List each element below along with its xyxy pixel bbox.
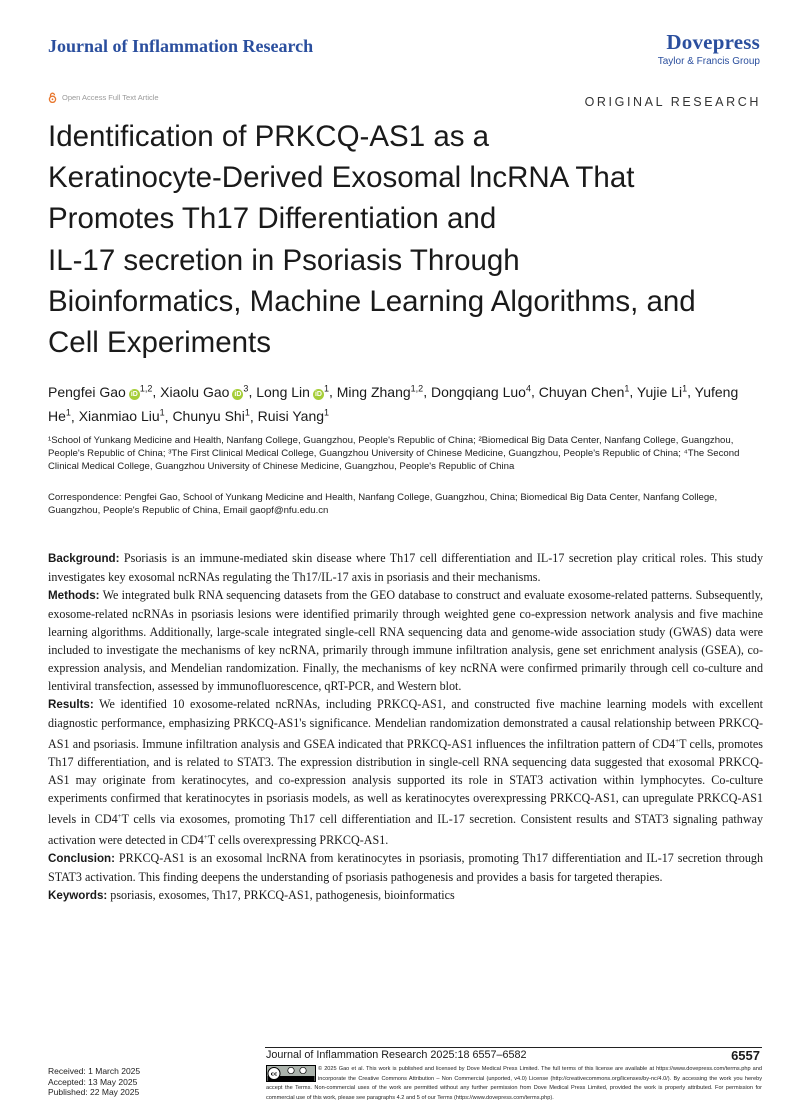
keywords-label: Keywords: [48, 889, 108, 903]
title-line: Cell Experiments [48, 326, 271, 360]
background-label: Background: [48, 552, 120, 565]
results-text: T cells overexpressing PRKCQ-AS1. [207, 833, 389, 848]
orcid-icon[interactable]: iD [314, 390, 322, 398]
abstract-results [48, 695, 763, 849]
author-affiliation-ref: 1 [244, 407, 250, 418]
journal-name: Journal of Inflammation Research [48, 36, 314, 56]
results-text: T cells, promotes Th17 differentiation, and is related to STAT3. The expression distribution in single-cell RNA sequencing data suggested that exosomal PRKCQ-AS1 may originate from keratinocytes, and co-expression analysis supported its role in STAT3 activation within lymphocytes. Co-culture experiments confirmed that keratinocytes in psoriasis models, as well as keratinocytes overexpressing PRKCQ-AS1, can upregulate PRKCQ-AS1 levels in CD4 [48, 737, 763, 827]
abstract-methods [48, 586, 763, 695]
citation-line: Journal of Inflammation Research 2025:18 6557–6582 [266, 1049, 527, 1061]
accepted-date: Accepted: 13 May 2025 [48, 1076, 138, 1087]
orcid-icon[interactable]: iD [234, 390, 242, 398]
page-number: 6557 [731, 1048, 760, 1063]
background-text: Psoriasis is an immune-mediated skin disease where Th17 cell differentiation and IL-17 secretion play critical roles. This study investigates key exosomal ncRNAs regulating the Th17/IL-17 axis in psoriasis and their mechanisms. [48, 551, 763, 584]
author-name: Xianmiao Liu [78, 408, 160, 425]
publication-dates [48, 1066, 140, 1098]
author [79, 408, 165, 424]
author-name: Yufeng He [48, 383, 739, 425]
license-text: © 2025 Gao et al. This work is published and licensed by Dove Medical Press Limited. The full terms of this license are available at https://www.dovepress.com/terms.php and incorporate the Creative Commons Attribution – Non Commercial (unported, v4.0) License (http://creativecommons.org/licenses/by-nc/4.0/). By accessing the work you hereby accept the Terms. Non-commercial uses of the work are permitted without any further permission from Dove Medical Press Limited, provided the work is properly attributed. For permission for commercial use of this work, please see paragraphs 4.2 and 5 of our Terms (https://www.dovepress.com/terms.php). [266, 1066, 762, 1101]
abstract-keywords [48, 886, 763, 905]
superscript-plus: + [117, 812, 122, 821]
results-label: Results: [48, 698, 94, 711]
publisher-logo [658, 30, 760, 67]
author-name: Chuyan Chen [538, 383, 625, 400]
author-affiliation-ref: 4 [525, 383, 531, 393]
author-name: Long Lin [256, 383, 310, 400]
author-affiliation-ref: 3 [243, 383, 249, 393]
article-title [48, 116, 768, 363]
abstract-background [48, 549, 763, 586]
author-affiliation-ref: 1 [159, 407, 165, 418]
methods-text: We integrated bulk RNA sequencing datasets from the GEO database to construct and evaluate exosome-related patterns. Subsequently, exosome-related ncRNAs in psoriasis lesions were identified primarily through weighted gene co-expression network analysis and five machine learning algorithms. Additionally, large-scale integrated single-cell RNA sequencing data and genome-wide association study (GWAS) data were included to investigate the mechanisms of key ncRNA, primarily through immune infiltration analysis, gene set enrichment analysis (GSEA), co-expression analysis, and Mendelian randomization. Finally, the mechanisms of key ncRNA were confirmed primarily through cell co-culture and lentiviral transfection, assessed by immunofluorescence, qRT-PCR, and Western blot. [48, 588, 763, 693]
title-line: Promotes Th17 Differentiation and [48, 202, 497, 236]
methods-label: Methods: [48, 589, 100, 602]
author [256, 384, 329, 400]
author-list: Pengfei Gao iD$^{1,2}$, Xiaolu Gao $iD^3$, Long Lin $iD^1$, Ming Zhang$^{1,2}$, Dongqiang Luo$^4$, Chuyan Chen$^1$, Yujie Li$^1$, Yufeng He$^1$, Xianmiao Liu$^1$, Chunyu Shi$^1$, Ruisi Yang$^1$ [48, 383, 739, 425]
footer-divider [265, 1047, 762, 1048]
author-name: Chunyu Shi [172, 408, 245, 425]
author [637, 384, 687, 400]
abstract-conclusion [48, 849, 763, 886]
author-name: Dongqiang Luo [430, 383, 526, 400]
author [337, 384, 423, 400]
open-access-lock-icon [48, 92, 57, 103]
published-date: Published: 22 May 2025 [48, 1087, 140, 1097]
orcid-icon[interactable]: iD [130, 390, 138, 398]
author-affiliation-ref: 1,2 [139, 383, 153, 393]
cc-by-nc-badge-icon [266, 1065, 316, 1082]
title-line: Bioinformatics, Machine Learning Algorithms, and [48, 284, 696, 318]
author [431, 384, 531, 400]
received-date: Received: 1 March 2025 [48, 1066, 141, 1076]
author-name: Pengfei Gao [48, 383, 126, 400]
author [160, 384, 248, 400]
author-affiliation-ref: 1 [323, 383, 329, 393]
superscript-plus: + [203, 833, 208, 842]
author-affiliation-ref: 1 [324, 407, 330, 418]
svg-text:cc: cc [270, 1071, 278, 1078]
superscript-plus: + [675, 737, 680, 745]
affiliations: ¹School of Yunkang Medicine and Health, Nanfang College, Guangzhou, People's Republic of China; ²Biomedical Big Data Center, Nanfang College, Guangzhou, People's Republic of China; ³The First Clinical Medical College, Guangzhou University of Chinese Medicine, Guangzhou, People's Republic of China; ⁴The Second Clinical Medical College, Guangzhou University of Chinese Medicine, Guangzhou, People's Republic of China [48, 435, 740, 473]
publisher-subtitle: Taylor & Francis Group [657, 56, 760, 67]
conclusion-text: PRKCQ-AS1 is an exosomal lncRNA from keratinocytes in psoriasis, promoting Th17 differentiation and IL-17 secretion through STAT3 activation. This finding deepens the understanding of psoriasis pathogenesis and provides a basis for targeted therapies. [48, 851, 763, 885]
article-type: ORIGINAL RESEARCH [584, 95, 761, 109]
results-text: We identified 10 exosome-related ncRNAs, including PRKCQ-AS1, and constructed five machine learning models with excellent diagnostic performance, emphasizing PRKCQ-AS1's significance. Mendelian randomization demonstrated a causal relationship between PRKCQ-AS1 and psoriasis. Immune infiltration analysis and GSEA indicated that PRKCQ-AS1 influences the infiltration pattern of CD4 [48, 697, 763, 752]
author [539, 384, 630, 400]
conclusion-label: Conclusion: [48, 852, 115, 866]
author-name: Yujie Li [636, 383, 683, 400]
author-affiliation-ref: 1 [682, 383, 688, 393]
author-affiliation-ref: 1,2 [410, 383, 424, 393]
author-affiliation-ref: 1 [65, 407, 71, 418]
title-line: Keratinocyte-Derived Exosomal lncRNA That [48, 161, 635, 195]
license-notice [266, 1065, 762, 1103]
author-name: Ruisi Yang [257, 408, 325, 425]
author [172, 408, 249, 424]
author [258, 408, 329, 424]
author [48, 384, 152, 400]
author-name: Xiaolu Gao [160, 383, 230, 400]
author-name: Ming Zhang [336, 383, 411, 400]
keywords-text: psoriasis, exosomes, Th17, PRKCQ-AS1, pathogenesis, bioinformatics [107, 888, 455, 903]
title-line: Identification of PRKCQ-AS1 as a [48, 120, 490, 153]
author-affiliation-ref: 1 [624, 383, 630, 393]
open-access-note [48, 92, 159, 103]
open-access-label: Open Access Full Text Article [62, 93, 159, 102]
abstract [48, 549, 763, 905]
publisher-name: Dovepress [666, 30, 760, 54]
results-text: T cells via exosomes, promoting Th17 cell differentiation and IL-17 secretion. Consistent results and STAT3 signaling pathway activation were detected in CD4 [48, 812, 763, 848]
title-line: IL-17 secretion in Psoriasis Through [48, 243, 520, 277]
correspondence: Correspondence: Pengfei Gao, School of Yunkang Medicine and Health, Nanfang College, Guangzhou, China; Biomedical Big Data Center, Nanfang College, Guangzhou, People's Republic of China, Email gaopf@nfu.edu.cn [48, 492, 718, 517]
